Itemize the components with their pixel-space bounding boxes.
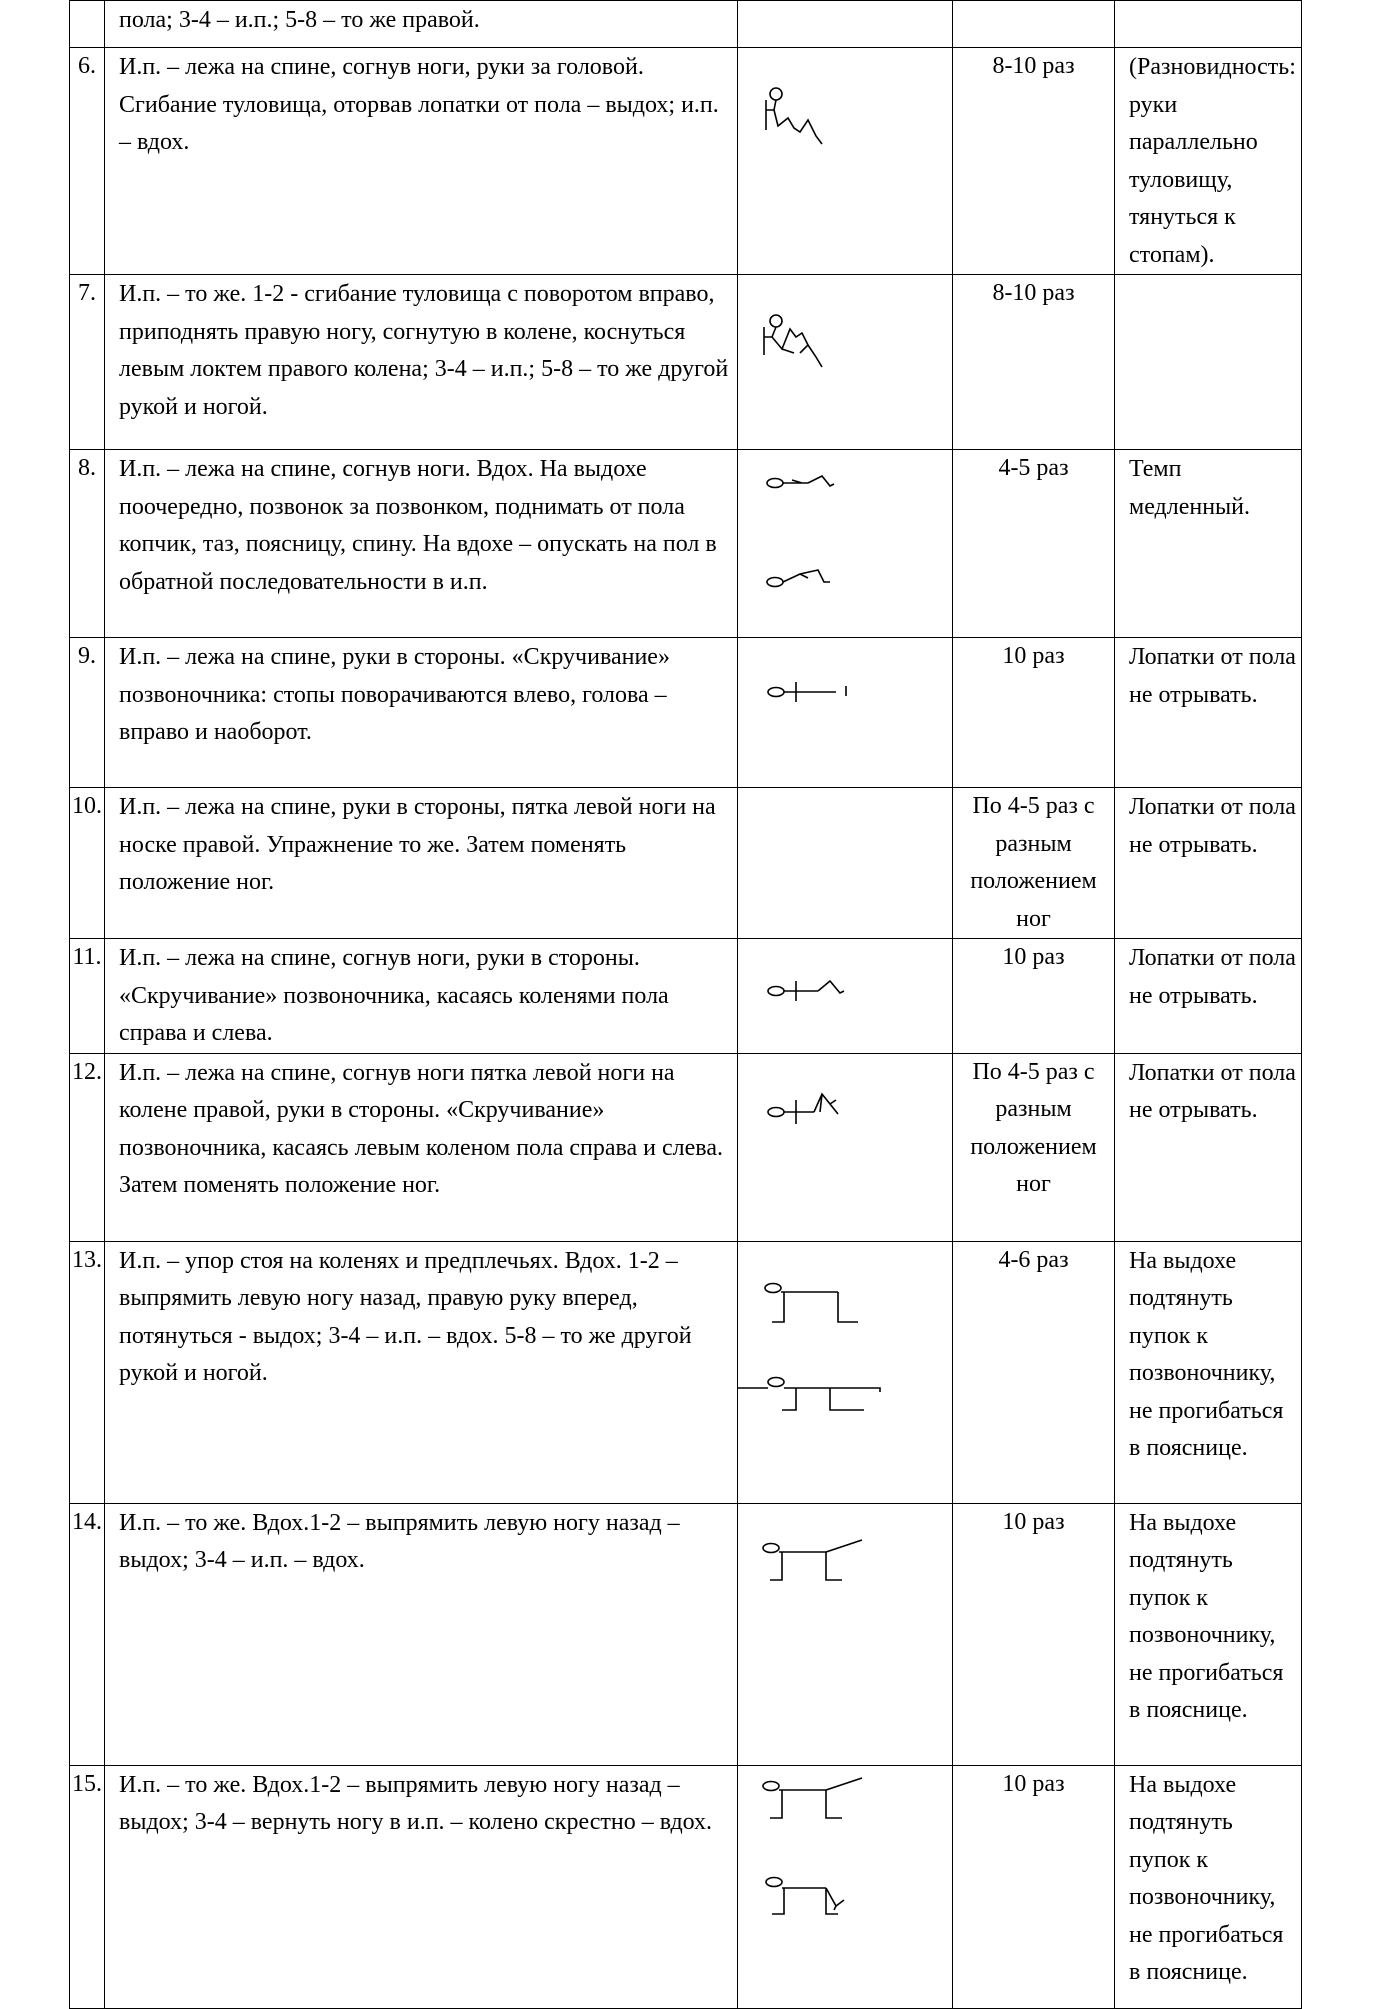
twist-crunch-figure xyxy=(738,275,953,450)
lying-bent-figure xyxy=(738,450,953,540)
row-number: 12. xyxy=(70,1053,105,1241)
lying-bent-arms-out-figure xyxy=(738,939,953,1051)
note xyxy=(1115,1,1302,48)
note: (Разновидность: руки параллельно туловищу, тянуться к стопам). xyxy=(1115,48,1302,275)
row-number: 14. xyxy=(70,1503,105,1765)
dosage: 4-5 раз xyxy=(953,450,1115,638)
figure-cell xyxy=(738,638,953,788)
exercise-description: И.п. – лежа на спине, согнув ноги, руки в стороны. «Скручивание» позвоночника, касаясь коленями пола справа и слева. xyxy=(105,939,738,1054)
row-number: 15. xyxy=(70,1765,105,2008)
figure-cell xyxy=(738,48,953,275)
note: Лопатки от пола не отрывать. xyxy=(1115,1053,1302,1241)
figure-cell xyxy=(738,1503,953,1765)
dosage: 10 раз xyxy=(953,638,1115,788)
leg-extend-figure xyxy=(738,1504,953,1766)
dosage: 10 раз xyxy=(953,939,1115,1054)
note: На выдохе подтянуть пупок к позвоночнику, не прогибаться в пояснице. xyxy=(1115,1765,1302,2008)
note: На выдохе подтянуть пупок к позвоночнику, не прогибаться в пояснице. xyxy=(1115,1241,1302,1503)
exercise-description: И.п. – то же. 1-2 - сгибание туловища с поворотом вправо, приподнять правую ногу, согнутую в колене, коснуться левым локтем правого колена; 3-4 – и.п.; 5-8 – то же другой рукой и ногой. xyxy=(105,275,738,450)
table-row xyxy=(70,1053,1302,1241)
figure-cell xyxy=(738,450,953,638)
row-number: 9. xyxy=(70,638,105,788)
knee-cross-figure xyxy=(738,1866,953,1986)
note: Лопатки от пола не отрывать. xyxy=(1115,939,1302,1054)
exercise-table xyxy=(69,0,1302,2009)
figure-cell xyxy=(738,1,953,48)
table-row xyxy=(70,1241,1302,1503)
exercise-description: И.п. – лежа на спине, согнув ноги. Вдох. На выдохе поочередно, позвонок за позвонком, поднимать от пола копчик, таз, поясницу, спину. На вдохе – опускать на пол в обратной последовательности в и.п. xyxy=(105,450,738,638)
table-row xyxy=(70,939,1302,1054)
dosage: 8-10 раз xyxy=(953,48,1115,275)
row-number: 11. xyxy=(70,939,105,1054)
table-row xyxy=(70,275,1302,450)
row-number xyxy=(70,1,105,48)
note: Темп медленный. xyxy=(1115,450,1302,638)
exercise-description: И.п. – лежа на спине, согнув ноги пятка левой ноги на колене правой, руки в стороны. «Скручивание» позвоночника, касаясь левым коленом пола справа и слева. Затем поменять положение ног. xyxy=(105,1053,738,1241)
note: На выдохе подтянуть пупок к позвоночнику, не прогибаться в пояснице. xyxy=(1115,1503,1302,1765)
dosage: 8-10 раз xyxy=(953,275,1115,450)
dosage: По 4-5 раз с разным положением ног xyxy=(953,1053,1115,1241)
exercise-description: И.п. – лежа на спине, руки в стороны, пятка левой ноги на носке правой. Упражнение то же. Затем поменять положение ног. xyxy=(105,788,738,939)
figure-cell xyxy=(738,788,953,939)
table-row xyxy=(70,1765,1302,2008)
row-number: 10. xyxy=(70,788,105,939)
exercise-description: И.п. – то же. Вдох.1-2 – выпрямить левую ногу назад – выдох; 3-4 – и.п. – вдох. xyxy=(105,1503,738,1765)
table-row xyxy=(70,48,1302,275)
table-row xyxy=(70,1503,1302,1765)
figure-cell xyxy=(738,275,953,450)
figure-cell xyxy=(738,1765,953,2008)
leg-extend-figure xyxy=(738,1766,953,1866)
crossed-leg-figure xyxy=(738,1054,953,1242)
row-number: 8. xyxy=(70,450,105,638)
crunch-figure xyxy=(738,48,953,273)
exercise-description: И.п. – лежа на спине, руки в стороны. «Скручивание» позвоночника: стопы поворачиваются влево, голова – вправо и наоборот. xyxy=(105,638,738,788)
kneeling-figure xyxy=(738,1242,953,1362)
table-row xyxy=(70,788,1302,939)
figure-cell xyxy=(738,939,953,1054)
table-row xyxy=(70,1,1302,48)
dosage: 10 раз xyxy=(953,1503,1115,1765)
note: Лопатки от пола не отрывать. xyxy=(1115,638,1302,788)
row-number: 7. xyxy=(70,275,105,450)
exercise-description: И.п. – лежа на спине, согнув ноги, руки за головой. Сгибание туловища, оторвав лопатки от пола – выдох; и.п. – вдох. xyxy=(105,48,738,275)
dosage xyxy=(953,1,1115,48)
dosage: По 4-5 раз с разным положением ног xyxy=(953,788,1115,939)
arm-leg-extend-figure xyxy=(738,1362,953,1492)
row-number: 6. xyxy=(70,48,105,275)
lying-arms-out-figure xyxy=(738,638,953,788)
note xyxy=(1115,275,1302,450)
dosage: 4-6 раз xyxy=(953,1241,1115,1503)
figure-cell xyxy=(738,1241,953,1503)
bridge-figure xyxy=(738,540,953,630)
note: Лопатки от пола не отрывать. xyxy=(1115,788,1302,939)
figure-cell xyxy=(738,1053,953,1241)
row-number: 13. xyxy=(70,1241,105,1503)
exercise-description: пола; 3-4 – и.п.; 5-8 – то же правой. xyxy=(105,1,738,48)
dosage: 10 раз xyxy=(953,1765,1115,2008)
table-row xyxy=(70,450,1302,638)
exercise-description: И.п. – упор стоя на коленях и предплечьях. Вдох. 1-2 – выпрямить левую ногу назад, правую руку вперед, потянуться - выдох; 3-4 – и.п. – вдох. 5-8 – то же другой рукой и ногой. xyxy=(105,1241,738,1503)
exercise-description: И.п. – то же. Вдох.1-2 – выпрямить левую ногу назад – выдох; 3-4 – вернуть ногу в и.п. – колено скрестно – вдох. xyxy=(105,1765,738,2008)
table-row xyxy=(70,638,1302,788)
